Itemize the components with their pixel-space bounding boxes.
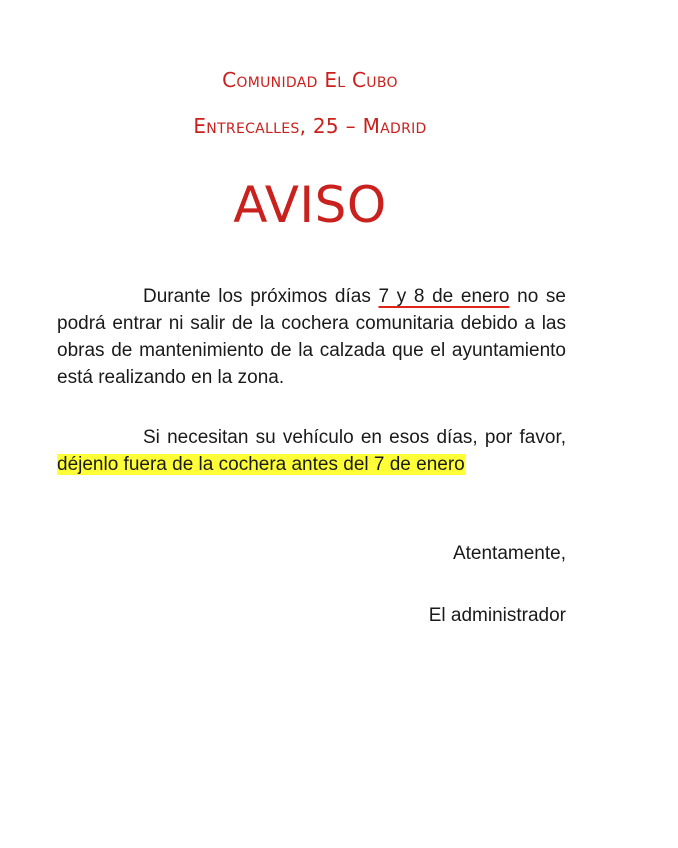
paragraph-text-request: Si necesitan su vehículo en esos días, por favor, <box>143 427 566 448</box>
closing-salutation: Atentamente, <box>452 543 566 564</box>
community-address: Entrecalles, 25 – Madrid <box>193 114 427 138</box>
community-name: Comunidad El Cubo <box>222 68 398 92</box>
highlighted-instruction: déjenlo fuera de la cochera antes del 7 de enero <box>57 454 465 475</box>
paragraph-text-body: no se podrá entrar ni salir de la cochera comunitaria debido a las obras de mantenimiento de la calzada que el ayuntamiento está realizando en la zona. <box>57 286 566 388</box>
underlined-dates: 7 y 8 de enero <box>378 286 510 307</box>
paragraph-text-intro: Durante los próximos días <box>143 286 379 307</box>
signature: El administrador <box>428 605 566 626</box>
notice-paragraph-closure <box>57 283 566 391</box>
notice-title: AVISO <box>233 176 387 234</box>
notice-paragraph-request <box>57 424 566 478</box>
